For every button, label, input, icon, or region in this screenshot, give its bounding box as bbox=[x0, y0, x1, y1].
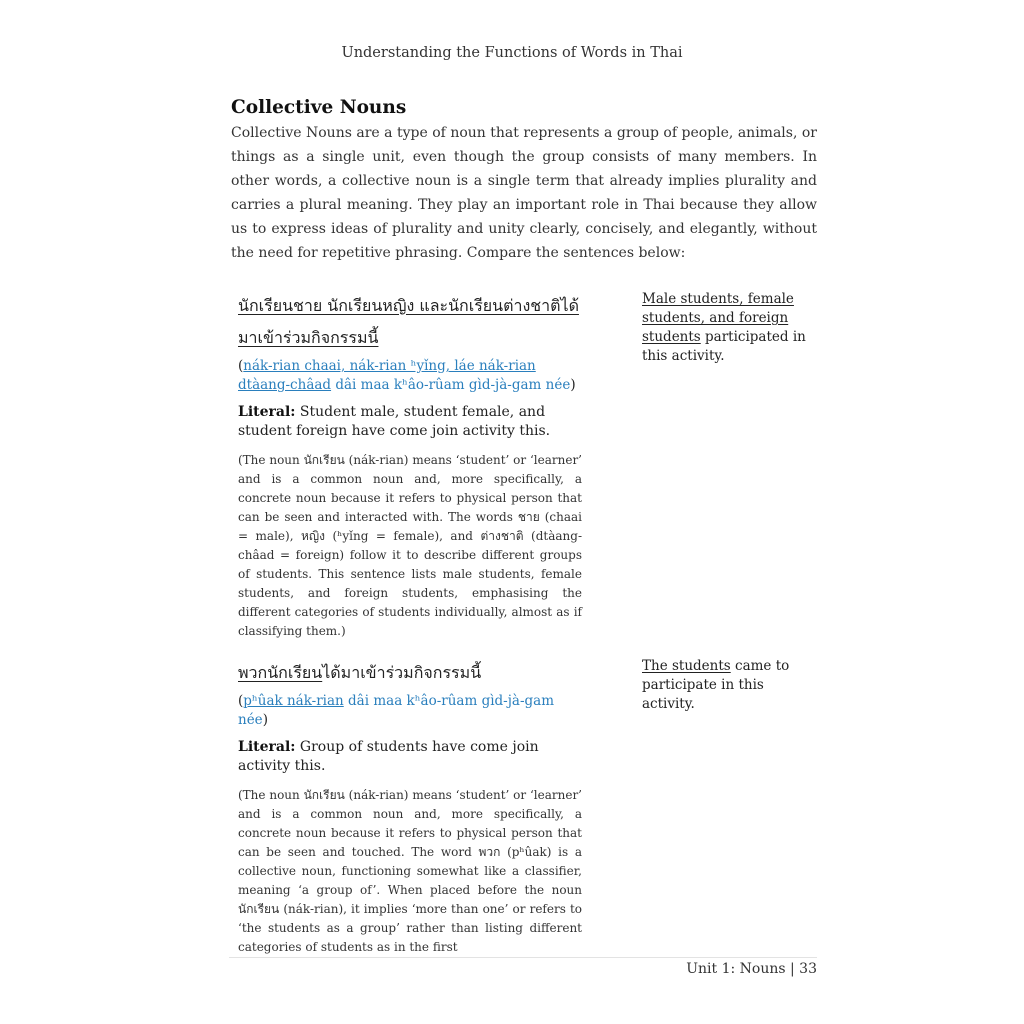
literal-label: Literal: bbox=[238, 739, 296, 755]
thai-sentence bbox=[238, 290, 582, 354]
thai-rest: ได้มาเข้าร่วมกิจกรรมนี้ bbox=[322, 663, 482, 682]
english-translation-2 bbox=[642, 657, 817, 714]
roman-rest: dâi maa kʰâo-rûam gìd-jà-gam née bbox=[238, 693, 555, 728]
roman-rest: dâi maa kʰâo-rûam gìd-jà-gam née bbox=[331, 376, 571, 393]
thai-rest: ได้มาเข้าร่วมกิจกรรมนี้ bbox=[238, 296, 579, 347]
romanization bbox=[238, 692, 582, 729]
page-footer: Unit 1: Nouns | 33 bbox=[686, 961, 817, 977]
roman-open-paren: ( bbox=[238, 358, 244, 374]
thai-underlined: นักเรียนชาย นักเรียนหญิง และนักเรียนต่างชาติ bbox=[238, 296, 561, 315]
literal-translation bbox=[238, 403, 582, 441]
translation-underlined: Male students, female students, and foreign students bbox=[642, 291, 794, 345]
intro-paragraph: Collective Nouns are a type of noun that represents a group of people, animals, or things as a single unit, even though the group consists of many members. In other words, a collective noun is a single term that already implies plurality and carries a plural meaning. They play an important role in Thai because they allow us to express ideas of plurality and unity clearly, concisely, and elegantly, without the need for repetitive phrasing. Compare the sentences below: bbox=[231, 125, 817, 261]
roman-close-paren: ) bbox=[570, 376, 576, 393]
english-translation-1 bbox=[642, 290, 817, 366]
literal-text: Student male, student female, and student foreign have come join activity this. bbox=[238, 404, 551, 439]
explanation: (The noun นักเรียน (nák-rian) means ‘student’ or ‘learner’ and is a common noun and, more specifically, a concrete noun because it refers to physical person that can be seen and touched. The word พวก (pʰûak) is a collective noun, functioning somewhat like a classifier, meaning ‘a group of’. When placed before the noun นักเรียน (nák-rian), it implies ‘more than one’ or refers to ‘the students as a group’ rather than listing different categories of students as in the first bbox=[238, 788, 582, 954]
example-sentence-1 bbox=[238, 290, 582, 641]
roman-open-paren: ( bbox=[238, 693, 244, 709]
footer-divider bbox=[229, 957, 817, 958]
explanation: (The noun นักเรียน (nák-rian) means ‘student’ or ‘learner’ and is a common noun and, more specifically, a concrete noun because it refers to physical person that can be seen and interacted with. The words ชาย (chaai = male), หญิง (ʰyǐng = female), and ต่างชาติ (dtàang-châad = foreign) follow it to describe different groups of students. This sentence lists male students, female students, and foreign students, emphasising the different categories of students individually, almost as if classifying them.) bbox=[238, 453, 582, 638]
section-title: Collective Nouns bbox=[231, 97, 407, 118]
running-header: Understanding the Functions of Words in Thai bbox=[341, 45, 683, 61]
thai-underlined: พวกนักเรียน bbox=[238, 663, 323, 682]
roman-underlined: pʰûak nák-rian bbox=[243, 693, 344, 709]
translation-rest: came to participate in this activity. bbox=[642, 658, 790, 712]
literal-label: Literal: bbox=[238, 404, 296, 420]
literal-text: Group of students have come join activity this. bbox=[238, 739, 539, 774]
translation-rest: participated in this activity. bbox=[642, 329, 806, 364]
example-sentence-2 bbox=[238, 657, 582, 957]
roman-underlined: nák-rian chaai, nák-rian ʰyǐng, láe nák-rian dtàang-châad bbox=[238, 358, 536, 393]
literal-translation bbox=[238, 738, 582, 776]
thai-sentence bbox=[238, 657, 582, 689]
romanization bbox=[238, 357, 582, 394]
translation-underlined: The students bbox=[642, 658, 731, 674]
roman-close-paren: ) bbox=[262, 711, 268, 728]
